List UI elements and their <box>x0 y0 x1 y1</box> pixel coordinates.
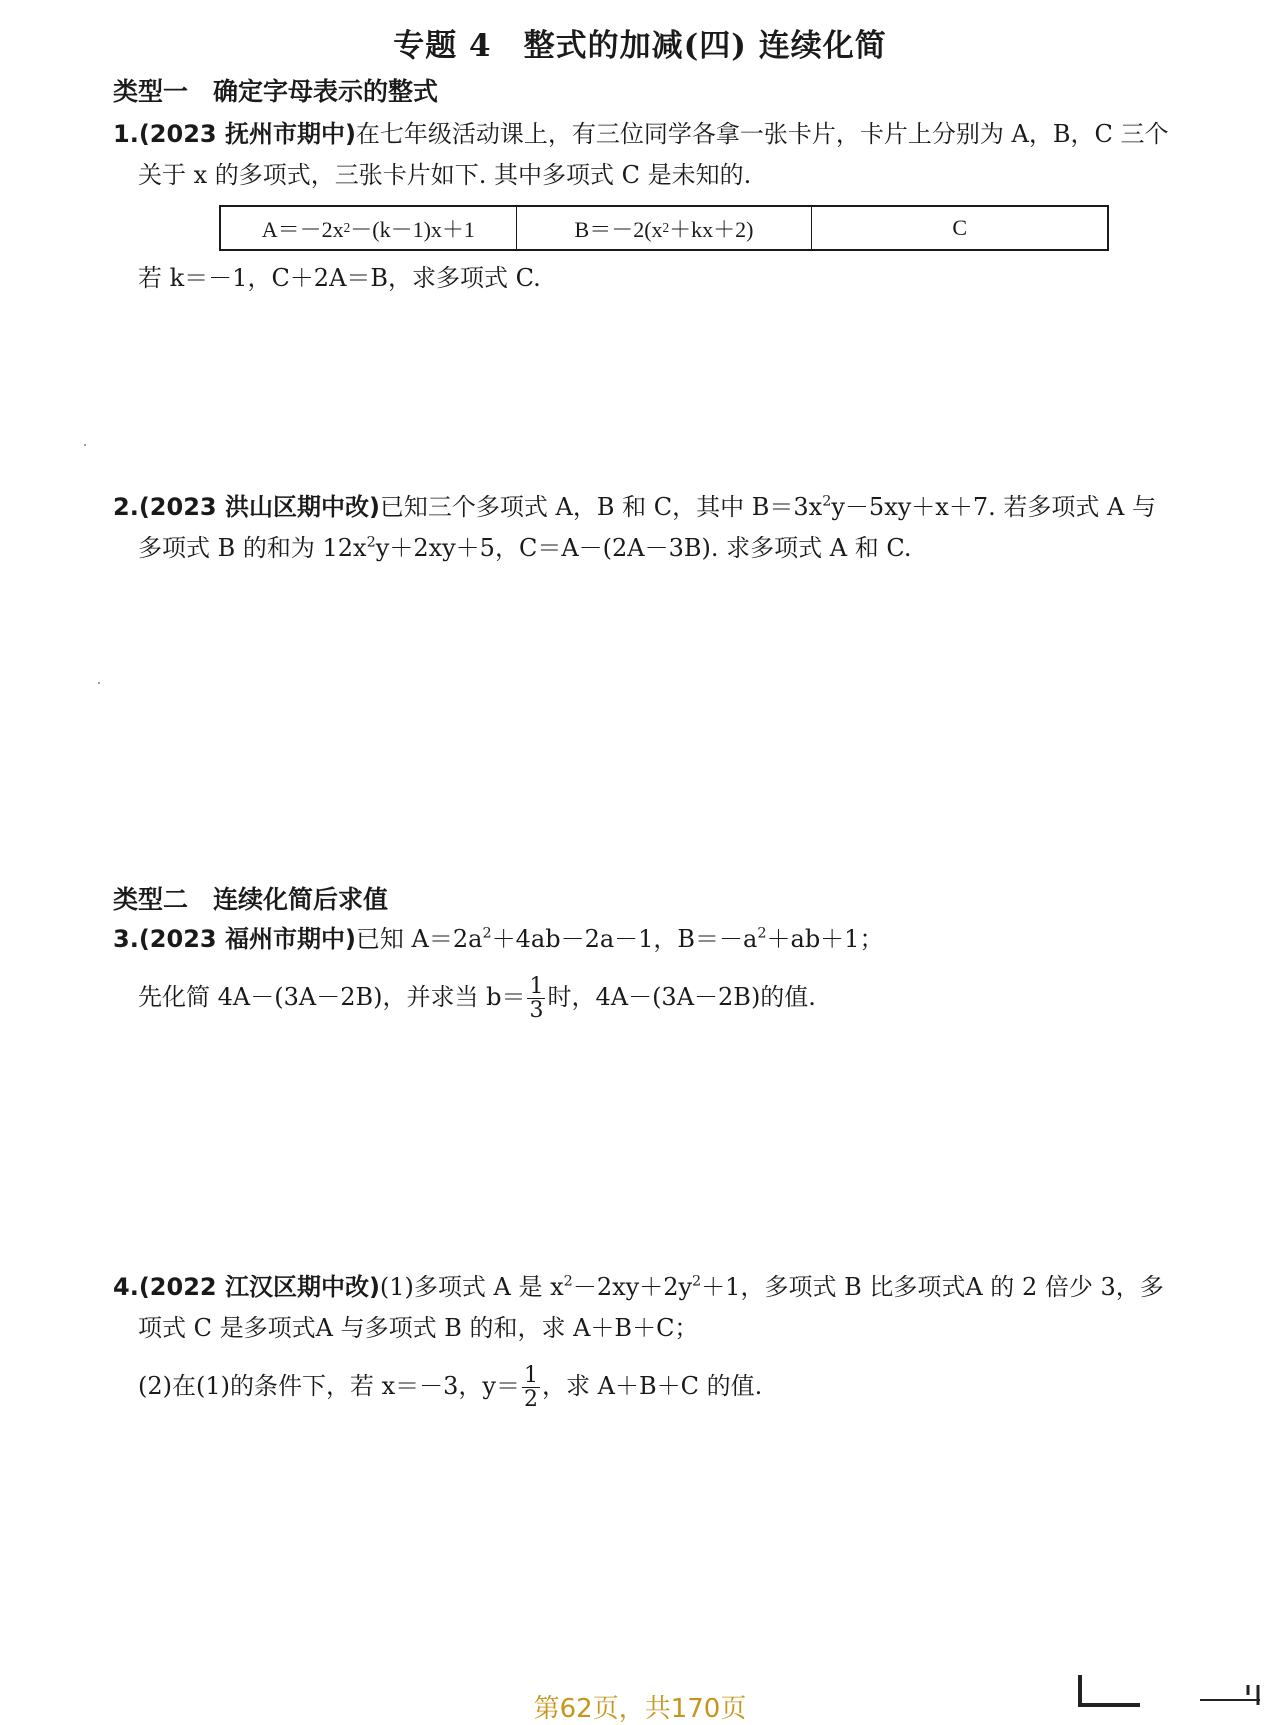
q1-line-3: 若 k＝－1，C＋2A＝B，求多项式 C. <box>138 264 541 292</box>
cards-table <box>219 205 1109 251</box>
q4-line-2: 项式 C 是多项式A 与多项式 B 的和，求 A＋B＋C； <box>138 1314 699 1342</box>
card-a-tail: －(k－1)x＋1 <box>350 216 475 242</box>
q4-fraction <box>522 1364 540 1411</box>
q1-line-1 <box>113 120 1169 149</box>
q1-text-1: 在七年级活动课上，有三位同学各拿一张卡片，卡片上分别为 A，B，C 三个 <box>355 120 1169 148</box>
card-b-lead: B＝－2(x <box>574 216 663 242</box>
card-b: B＝－2(x 2 ＋kx＋2) <box>517 207 813 249</box>
q1-number: 1. <box>113 120 139 148</box>
q4-text-3b: ，求 A＋B＋C 的值. <box>541 1372 763 1401</box>
q4-frac-numerator: 1 <box>523 1363 538 1388</box>
card-b-tail: ＋kx＋2) <box>669 216 754 242</box>
q3-line-2 <box>138 975 816 1022</box>
page-indicator: 第62页，共170页 <box>533 1694 747 1724</box>
q4-line-3 <box>138 1364 762 1411</box>
q3-exp-1: 2 <box>482 925 492 942</box>
q2-text-1b: y－5xy＋x＋7. 若多项式 A 与 <box>831 493 1156 521</box>
q4-text-1c: ＋1，多项式 B 比多项式A 的 2 倍少 3，多 <box>701 1273 1164 1301</box>
card-c-text: C <box>952 215 968 240</box>
q4-text-1b: －2xy＋2y <box>572 1273 693 1301</box>
q3-text-2a: 先化简 4A－(3A－2B)，并求当 b＝ <box>138 983 526 1012</box>
q1-source: (2023 抚州市期中) <box>138 120 356 148</box>
q2-exp-1: 2 <box>822 493 832 510</box>
page-title: 专题 4 整式的加减(四) 连续化简 <box>393 28 887 64</box>
q2-source: (2023 洪山区期中改) <box>138 493 380 521</box>
q4-exp-1: 2 <box>563 1273 573 1290</box>
q3-frac-denominator: 3 <box>529 998 544 1024</box>
section-heading-type-one: 类型一 确定字母表示的整式 <box>113 77 439 106</box>
q3-text-2b: 时，4A－(3A－2B)的值. <box>547 983 816 1012</box>
q2-text-2a: 多项式 B 的和为 12x <box>138 534 367 562</box>
q3-text-1c: ＋ab＋1； <box>766 925 884 953</box>
q4-text-3a: (2)在(1)的条件下，若 x＝－3，y＝ <box>138 1372 520 1401</box>
q3-exp-2: 2 <box>757 925 767 942</box>
q2-text-2b: y＋2xy＋5，C＝A－(2A－3B). 求多项式 A 和 C. <box>375 534 912 562</box>
q2-line-1 <box>113 493 1156 522</box>
card-c <box>812 207 1107 249</box>
q3-text-1a: 已知 A＝2a <box>355 925 483 953</box>
q3-frac-numerator: 1 <box>529 974 544 999</box>
scan-dot <box>98 682 100 684</box>
q4-source: (2022 江汉区期中改) <box>138 1273 380 1301</box>
scan-dot <box>84 444 86 446</box>
q2-exp-2: 2 <box>366 534 376 551</box>
q4-text-1a: (1)多项式 A 是 x <box>379 1273 564 1301</box>
q3-line-1 <box>113 925 883 954</box>
card-a: A＝－2x 2 －(k－1)x＋1 <box>221 207 517 249</box>
q3-source: (2023 福州市期中) <box>138 925 356 953</box>
card-a-lead: A＝－2x <box>261 216 344 242</box>
q1-line-2: 关于 x 的多项式，三张卡片如下. 其中多项式 C 是未知的. <box>138 161 752 189</box>
q3-text-1b: ＋4ab－2a－1，B＝－a <box>491 925 758 953</box>
q3-number: 3. <box>113 925 139 953</box>
q4-line-1 <box>113 1273 1164 1302</box>
q4-exp-2: 2 <box>692 1273 702 1290</box>
q4-frac-denominator: 2 <box>523 1387 538 1413</box>
q2-number: 2. <box>113 493 139 521</box>
q3-fraction <box>527 975 545 1022</box>
q4-number: 4. <box>113 1273 139 1301</box>
q2-text-1a: 已知三个多项式 A，B 和 C，其中 B＝3x <box>379 493 823 521</box>
q2-line-2 <box>138 534 912 563</box>
section-heading-type-two: 类型二 连续化简后求值 <box>113 885 389 914</box>
